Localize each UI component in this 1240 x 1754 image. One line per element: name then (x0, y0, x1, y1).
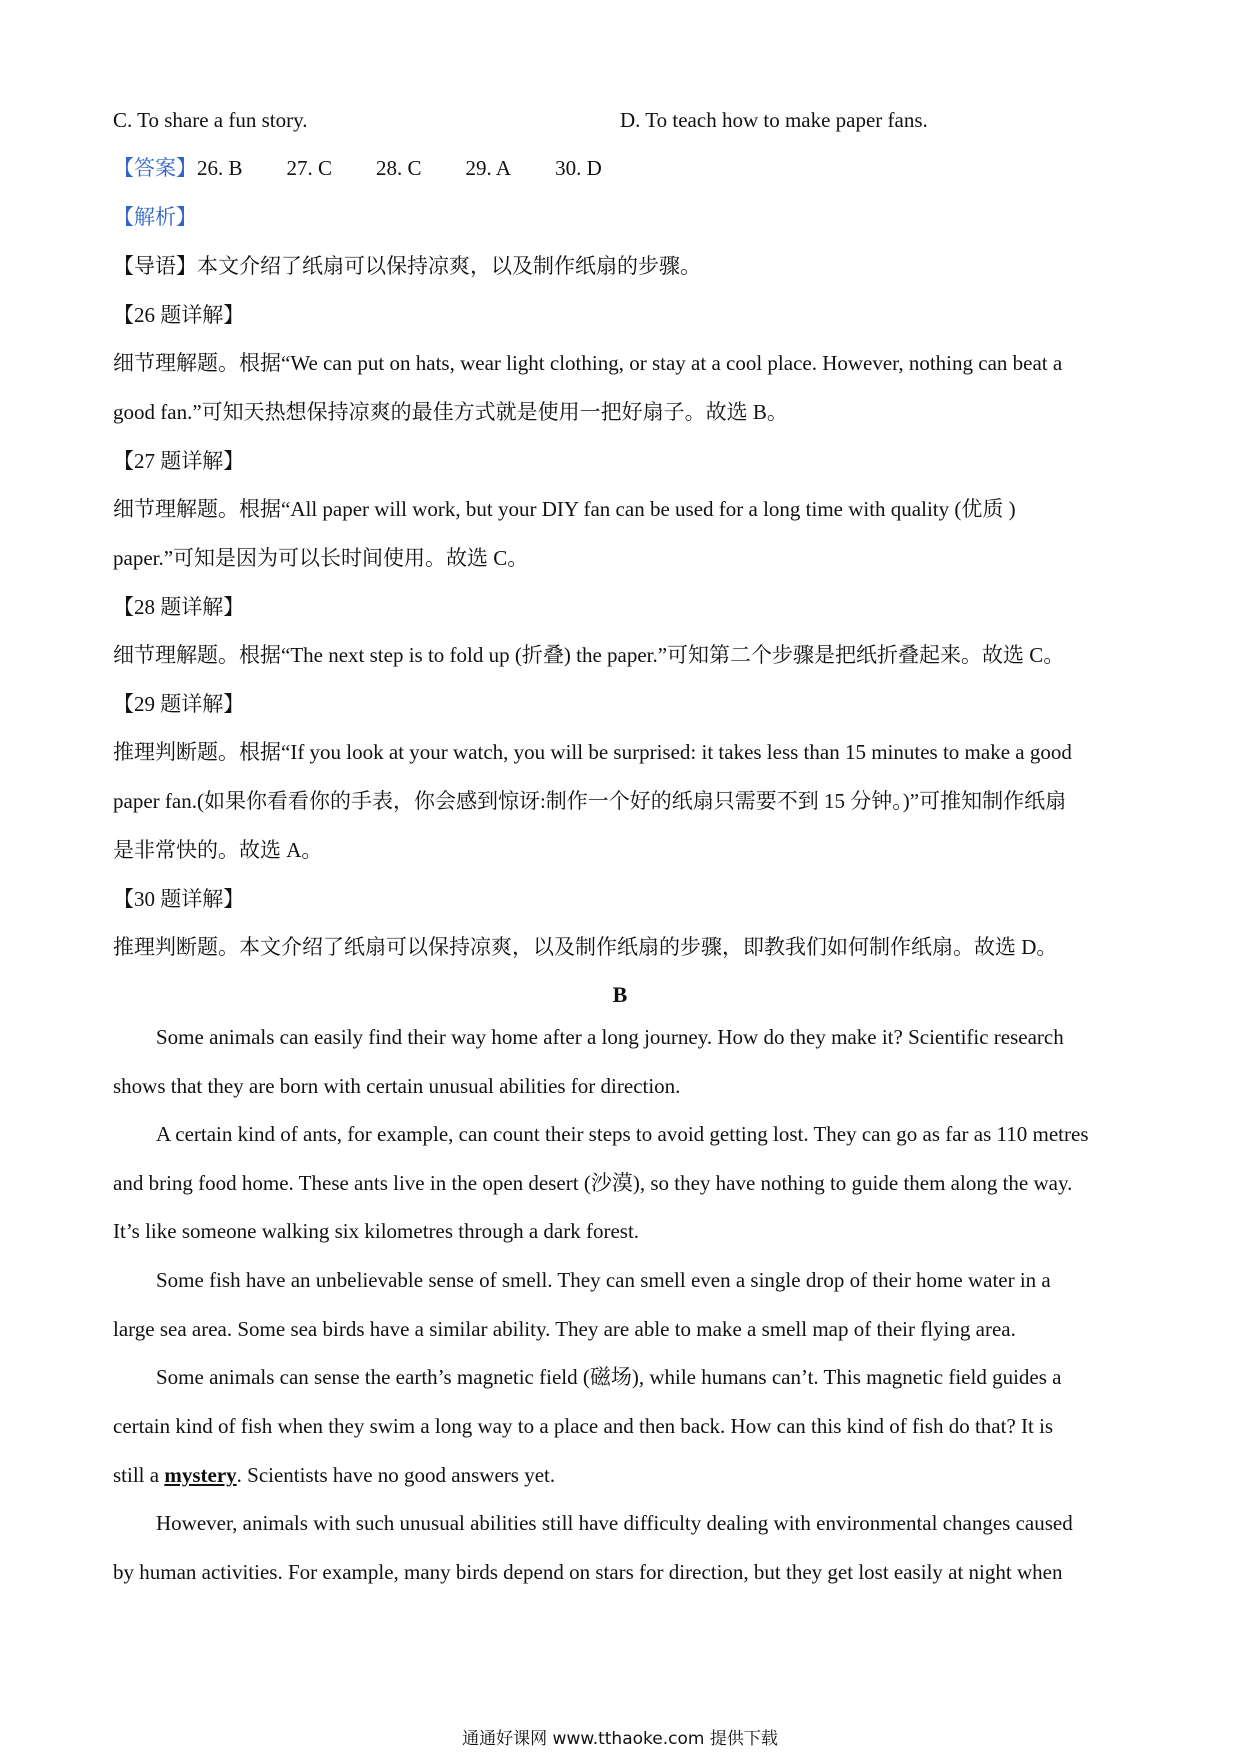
passage-line: It’s like someone walking six kilometres through a dark forest. (113, 1219, 640, 1243)
q30-line: 推理判断题。本文介绍了纸扇可以保持凉爽，以及制作纸扇的步骤，即教我们如何制作纸扇。故选 D。 (113, 935, 1058, 959)
passage-line: Some animals can easily find their way home after a long journey. How do they make it? Scientific research (156, 1025, 1064, 1049)
answer-line (113, 153, 646, 183)
q29-line: 推理判断题。根据“If you look at your watch, you will be surprised: it takes less than 15 minutes to make a good (113, 740, 1072, 764)
page-footer: 通通好课网 www.tthaoke.com 提供下载 (462, 1729, 778, 1749)
passage-line: certain kind of fish when they swim a long way to a place and then back. How can this kind of fish do that? It is (113, 1414, 1054, 1438)
passage-line: large sea area. Some sea birds have a similar ability. They are able to make a smell map of their flying area. (113, 1317, 1016, 1341)
answer-label: 【答案】 (113, 156, 197, 180)
q28-heading: 【28 题详解】 (113, 595, 245, 619)
answer-item: 30. D (555, 156, 602, 180)
analysis-label: 【解析】 (113, 205, 197, 229)
passage-line: A certain kind of ants, for example, can count their steps to avoid getting lost. They can go as far as 110 metres (156, 1122, 1089, 1146)
answer-item: 26. B (197, 156, 243, 180)
q29-line: paper fan.(如果你看看你的手表，你会感到惊讶:制作一个好的纸扇只需要不到 15 分钟。)”可推知制作纸扇 (113, 789, 1067, 813)
q27-line: 细节理解题。根据“All paper will work, but your DIY fan can be used for a long time with quality (优质 ) (113, 497, 1016, 521)
passage-line: Some animals can sense the earth’s magnetic field (磁场), while humans can’t. This magnetic field guides a (156, 1365, 1062, 1389)
answer-item: 27. C (286, 156, 333, 180)
q29-line: 是非常快的。故选 A。 (113, 838, 323, 862)
answer-item: 29. A (465, 156, 512, 180)
option-c: C. To share a fun story. (113, 108, 308, 132)
q26-line: 细节理解题。根据“We can put on hats, wear light clothing, or stay at a cool place. However, nothing can beat a (113, 351, 1063, 375)
passage-line (113, 1460, 555, 1490)
q29-heading: 【29 题详解】 (113, 692, 245, 716)
passage-line: Some fish have an unbelievable sense of smell. They can smell even a single drop of their home water in a (156, 1268, 1051, 1292)
intro-line: 【导语】本文介绍了纸扇可以保持凉爽，以及制作纸扇的步骤。 (113, 254, 701, 278)
q27-heading: 【27 题详解】 (113, 449, 245, 473)
q27-line: paper.”可知是因为可以长时间使用。故选 C。 (113, 546, 529, 570)
underlined-word: mystery (164, 1463, 237, 1487)
q28-line: 细节理解题。根据“The next step is to fold up (折叠) the paper.”可知第二个步骤是把纸折叠起来。故选 C。 (113, 643, 1065, 667)
q26-line: good fan.”可知天热想保持凉爽的最佳方式就是使用一把好扇子。故选 B。 (113, 400, 788, 424)
passage-text: still a (113, 1463, 165, 1487)
passage-line: and bring food home. These ants live in the open desert (沙漠), so they have nothing to guide them along the way. (113, 1171, 1073, 1195)
passage-line: However, animals with such unusual abilities still have difficulty dealing with environmental changes caused (156, 1511, 1073, 1535)
q26-heading: 【26 题详解】 (113, 303, 245, 327)
passage-line: by human activities. For example, many birds depend on stars for direction, but they get lost easily at night when (113, 1560, 1063, 1584)
section-title: B (612, 982, 628, 1007)
option-d: D. To teach how to make paper fans. (620, 108, 928, 132)
q30-heading: 【30 题详解】 (113, 887, 245, 911)
answer-item: 28. C (376, 156, 422, 180)
passage-text: . Scientists have no good answers yet. (236, 1463, 556, 1487)
passage-line: shows that they are born with certain unusual abilities for direction. (113, 1074, 681, 1098)
